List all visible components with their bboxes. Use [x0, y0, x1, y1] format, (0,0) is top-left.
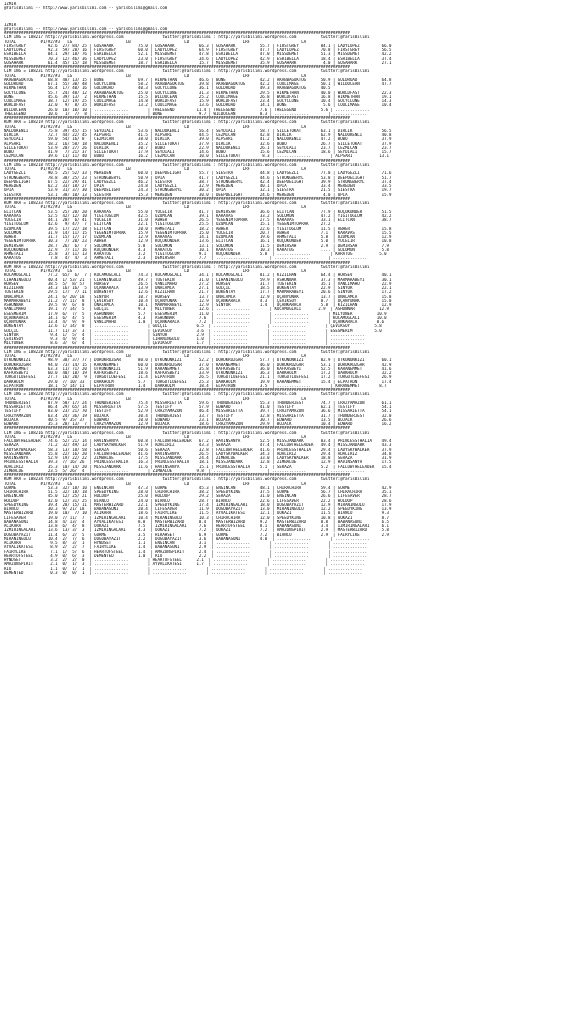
table-row: GOCYCLONE 55.7 24/ 40/ 12 | AKABBAGÖKTUG 25.0 | GOCYCLONE 31.3 | HIKMETHAN 29.5 | HIKMETHAN 40.0 | WORLDFAST 22.3: [4, 90, 392, 95]
separator-line: ##############################################################################################################################################: [4, 116, 350, 120]
table-row: SERAZA 71.2 32/ 49/ 13 | LADYSKYWALKER 51.9 | ADALIRIZ 43.3 | SERAZA 47.4 | FALLOWTHELEADER 49.4 | MISSJANDARK 43.3: [4, 443, 392, 448]
column-header: TOTAL #1/#2/#3 LG LB LD LRF LA: [4, 396, 307, 401]
table-row: CHIRACHIRA 51.5 32/ 18/ 18 | SPEEDYKING 28.0 | CHIRACHIRA 38.2 | SPEEDYKING 37.5 | GURME 56.7 | CHIRACHIRA 35.1: [4, 490, 392, 494]
race-header: CIM ING = 188231 http://yarisbilimi.wordpress.com twitter:@YarisBilimi : http://yarisbilimi.wordpress.com twitter:@YarisBilimi: [4, 69, 370, 74]
table-row: COOLIMAGE 38.7 12/ 19/ 25 | COOLIMAGE 14.8 | WORLDFAST 15.9 | WORLDFAST 23.4 | GOCYCLONE 10.4 | GOCYCLONE 14.3: [4, 99, 392, 103]
table-row: KARATUG 7.8 4/ 4/ 3 | AHMETALI 2.3 | DEMIRSAH 7.7 | .............. | .............. | ..............: [4, 256, 368, 261]
race-block: [4, 346, 574, 389]
table-row: TUGTEKIN 29.5 17/ 7/ 11 | BÜKENTAY 12.6 | KIZILHAN 21.7 | BÜKENTAY 17.7 | MARMARABEYI 20.6 | SINYOR 17.2: [4, 290, 392, 295]
separator-line: ##############################################################################################################################################: [4, 260, 350, 265]
table-row: STRONGBERYL 78.8 38/ 25/ 23 | STRONGBERYL 50.9 | OPIA 41.7 | LADYGEZLI 44.6 | STRONGBERYL 53.8 | DEEPDELIGHT 51.7: [4, 175, 392, 180]
table-row: AMAZONSPIRIT 2.1 0/ 1/ 3 | .............. | AYVALIKATESI 1.7 | .............. | .............. | ..............: [4, 562, 365, 567]
table-row: HEARTOFSTEEL 4.9 0/ 6/ 3 | DEMENTED 1.0 | RIO 2.2 | .............. | .............. | ..............: [4, 553, 368, 558]
column-header: TOTAL #1/#2/#3 LG LB LD LRF LA: [4, 354, 307, 358]
table-row: ASHÜNNAR 19.5 9/ 6/ 8 | ÜNALAMCA 10.1 | MARMARABEYI 12.9 | SINYOR 1.4 | UÇANKARACA 5.8 | KIZILHAN 12.9: [4, 303, 392, 307]
race-blocks: [4, 31, 574, 575]
table-row: HÜRSEV 38.5 5/ 8/ 57 | HÜRSEV 26.5 | VANLIMAHO 27.2 | HÜRSEV 31.7 | TUGTEKIN 35.1 | VANLIMAHO 22.9: [4, 281, 392, 286]
table-row: IZMIRINGALARI 13.6 13/ 3/ 3 | IZMIRINGALARI 4.3 | OOKAZI 7.2 | OOKAZI 7.2 | AMAZONSPIRIT 2.9 | MASTERWIZARD 5.8: [4, 528, 389, 533]
table-row: DEMIRSAH 28.7 26/ 6/ 7 | SOLOMON 5.8 | SOLOMON 13.1 | SOLOMON 11.5 | DEMIRSAH 2.9 | DEMIRSAH 7.9: [4, 243, 389, 248]
table-row: ÇEVIKSOY 9.3 4/ 9/ 4 | .............. | CIHANINGÜLÜ 1.0 | .............. | .............. | ..............: [4, 337, 365, 341]
table-row: BONE 45.6 39/ 13/ 2 | HIKMETHAN 15.5 | WILDOCEAN 25.2 | COOLIMAGE 26.8 | WORLDFAST 16.8 | HIKMETHAN 19.1: [4, 94, 392, 99]
spacer: [4, 11, 574, 23]
column-header: TOTAL #1/#2/#3 LG LB LD LRF LA: [4, 269, 307, 273]
table-row: UÇANYUNAK 13.4 4/ 9/ 9 | VANLIMAHO 1.0 | UÇANKARACA 7.2 | .............. | .............. | UÇANKARACA 8.6: [4, 320, 385, 324]
table-row: FIRSTGREY 92.6 27/ 84/ 25 | GOSAHARK 75.0 | GOSAHARK 66.3 | GOSAHARK 55.7 | FIRSTGREY 84.1 | LADYLOPEZ 66.0: [4, 43, 392, 48]
table-row: MISSDEMET 70.3 12/ 46/ 36 | LADYLOPEZ 23.0 | FIRSTGREY 34.6 | LADYLOPEZ 42.9 | ESRIBELLA 18.4 | ESRIBELLA 37.4: [4, 56, 392, 61]
column-header: TOTAL #1/#2/#3 LG LB LD LRF LA: [4, 73, 307, 78]
table-row: MEREDEN 62.2 33/ 18/ 27 | OPIA 24.8 | LADYGEZLI 32.9 | MEREDEN 40.1 | OPIA 33.4 | MEREDEN 33.5: [4, 184, 392, 188]
table-row: PRINCESSTHALIA 39.3 7/ 16/ 26 | PRINCESSTHALIA 16.3 | PRINCESSTHALIA 18.1 | MISSJANDARK 12.8 | ZIMBALUE 12.9 | HAVINSANYA 17.5: [4, 460, 392, 465]
race-block: [4, 116, 574, 159]
table-row: OPIA 53.9 31/ 37/ 30 | DEEPDELIGHT 24.3 | STRONGBERYL 30.2 | OPIA 32.1 | SIESTRA 21.5 | SIESTRA 19.7: [4, 188, 392, 193]
table-row: BÜKENTAY 12.6 1/ 14/ 8 | .............. | GÜLÇIL 6.5 | .............. | .............. | ÇEVIKSOY 5.8: [4, 324, 382, 329]
table-row: GOLDROAD 67.1 55/ 30/ 48 | GOCYCLONE 58.2 | AKABBAGÖKTUG 39.8 | AKABBAGÖKTUG 42.2 | COOLIMAGE 50.1 | WILDOCEAN 47.7: [4, 82, 392, 86]
race-header: CIM ING = 188216 http://yarisbilimi.wordpress.com twitter:@YarisBilimi : http://yarisbilimi.wordpress.com twitter:@YarisBilimi: [4, 430, 370, 435]
table-row: YEGENIMTOPRAK 30.3 7/ 20/ 23 | ABHER 12.9 | KÜÇÜKÖNDER 13.6 | ELITCAN 16.1 | KÜÇÜKÖNDER 5.0 | YÜCELIR 10.8: [4, 239, 392, 244]
race-block: [4, 426, 574, 473]
race-block: [4, 65, 574, 116]
table-row: SPEEDYKING 39.4 20/ 15/ 11 | MASTERWIZARD 22.1 | SPEEDYKING 17.4 | IZMIRINGALARI 18.0 | DOGUBAYAZIT 12.9 | MIRANINGÜLÜ 17.9: [4, 502, 392, 507]
table-row: GOSAHARK 61.4 45/ 15/ 18 | MISSDEMET 18.7 | ESRIBELLA 15.7 | MISSDEMET 35.9 | GOSAHARK 4.0 | GOSAHARK 27.1: [4, 60, 392, 65]
table-row: KÜÇÜKÖNDER 22.9 7/ 11/ 16 | KÜÇÜKÖNDER 4.3 | KARATUG 10.1 | KARATUG 10.3 | KARATUG .... | SOLOMON 5.8: [4, 247, 389, 252]
column-header: TOTAL #1/#2/#3 LG LB LD LRF LA: [4, 124, 307, 129]
table-row: MASTERWIZARD 19.0 10/ 7/ 10 | ACIKARA 18.6 | FAIRYLIKE 11.5 | AYVALIKATESI 12.1 | OOKAZI 11.5 | BIANCO 9.3: [4, 511, 389, 516]
table-row: BUBO 41.9 7/ 21/ 37 | SILLETOKAT 17.9 | SEYDIALI 14.6 | BUBO 15.6 | CEZMICAN 18.6 | SEYDIALI 15.7: [4, 150, 392, 154]
table-row: GÜLÇIL 11.7 11/ 3/ 3 | .............. | ÇEVIKSOY 3.6 | .............. | .............. | ESESMERIM 5.0: [4, 328, 382, 333]
column-header: TOTAL #1/#2/#3 LG LB LD LRF LA: [4, 205, 307, 210]
table-row: KARAVAS 52.5 42/ 12/ 10 | YIGITOGLUM 42.5 | ÖZÜMCAN 39.1 | KARAVAS 33.2 | SOLOMON 47.2 | YIGITOGLUM 42.2: [4, 213, 392, 218]
table-row: MILYONER 8.6 3/ 6/ 4 | .............. | ÇEVIKSOY 1.7 | .............. | .............. | ..............: [4, 341, 365, 346]
separator-line: ##############################################################################################################################################: [4, 473, 350, 477]
race-block: [4, 197, 574, 261]
table-row: AKABBAGÖKTUG 68.8 48/ 13/ 15 | BONE 69.7 | HIKMETHAN 46.6 | BONE 42.2 | AKABBAGÖKTUG 50.9 | GOLDROAD 64.8: [4, 77, 392, 82]
table-row: ALPSARI 58.2 16/ 58/ 18 | NALDÖKENLI 35.2 | SILLETOKAT 37.9 | DIRLIK 32.6 | BUBO 26.7 | SILLETOKAT 37.9: [4, 141, 392, 146]
column-header: TOTAL #1/#2/#3 LG LB LD LRF LA: [4, 39, 307, 44]
race-block: [4, 388, 574, 426]
table-row: SEYDIALI 59.0 54/ 16/ 8 | CEZMICAN 38.0 | DIRLIK 39.0 | ALPSARI 41.2 | NALDÖKENLI 47.2 | BUBO 37.9: [4, 137, 392, 142]
table-row: HIKMETHAN 56.4 17/ 40/ 16 | GOLDROAD 40.3 | GOCYCLONE 36.1 | GOLDROAD 49.3 | AKABBAGÖKTUG 40.5: [4, 86, 331, 91]
race-header: CIM ING = 188218 http://yarisbilimi.wordpress.com twitter:@YarisBilimi : http://yarisbilimi.wordpress.com twitter:@YarisBilimi: [4, 162, 370, 167]
credit-line: @YarisBilimi -- http://www.yarisbilimi.com -- yarisbilimi@gmail.com: [4, 26, 168, 31]
table-row: TESTIFY 83.0 23/ 21/ 70 | TESTIFY 52.9 | CRAZYAMAZON 46.4 | MISSARIETTA 39.7 | CRAZYAMAZON 36.6 | MISSARIETTA 54.1: [4, 409, 392, 414]
table-row: DIRLIK 72.7 44/ 22/ 45 | ALPSARI 41.5 | ALPSARI 44.5 | CEZMICAN 42.8 | DIRLIK 62.9 | NALDÖKENLI 40.8: [4, 133, 392, 137]
table-row: THUNDERJEST 87.9 58/ 17/ 24 | THUNDERJEST 75.4 | MISSARIETTA 59.6 | THUNDERJEST 55.3 | THUNDERJEST 74.7 | CRAZYAMAZON 61.1: [4, 400, 392, 405]
table-row: AHMETALI 15.8 3/ 11/ 13 | KARATUG 3.2 | YIGITOGLUM 9.1 | KÜÇÜKÖNDER 5.8 | .............. | KARATUG 5.0: [4, 252, 387, 256]
table-row: YÜCELIR 44.1 20/ 6/ 41 | YÜCELIR 31.0 | ABHER 26.5 | YEGENIMTOPRAK 27.5 | KARAVAS 33.1 | ELITCAN 38.7: [4, 218, 392, 222]
column-header: TOTAL #1/#2/#3 LG LB LD LRF LA: [4, 434, 307, 439]
race-block: [4, 473, 574, 575]
table-row: ADALIRIZ 35.3 10/ 14/ 20 | MISSJANDARK 11.6 | HAVINSANYA 15.1 | PRINCESSTHALIA 5.1 | SERAZA 5.2 | FALLOWTHELEADER 15.4: [4, 464, 392, 469]
table-row: LIFESAVER 19.0 7/ 11/ 7 | IZMIRINGALARI 10.4 | MIRANINGÜLÜ 10.3 | CHIRACHIRA 12.0 | SPEEDYKING 10.8 | OOKAZI 8.7: [4, 515, 389, 520]
table-row: MISSJANDARK 55.8 22/ 16/ 20 | FALLOWTHELEADER 41.6 | HAVINSANYA 26.5 | LADYSKYWALKER 34.3 | ADALIRIZ 29.4 | ADALIRIZ 34.8: [4, 451, 392, 456]
table-row: THELEGEND 10.6 1/ 7/ 8 | .............. | BONE 9.7 | WILDOCEAN 8.3 | .............. | ..............: [4, 111, 368, 116]
table-row: SIESTRA 53.1 38/ 10/ 13 | SIESTRA 15.3 | MEREDEN 30.0 | DEEPDELIGHT 24.6 | MEREDEN 4.0 | OPIA 15.9: [4, 192, 392, 197]
table-row: ÜNALAMCA 24.1 6/ 20/ 18 | SINYOR 10.7 | HÜRSEV 13.7 | ÜNALAMCA 12.9 | UÇANYUNAK 13.7 | ÜNALAMCA 15.8: [4, 294, 392, 299]
table-row: LADYGEZLI 90.5 25/ 52/ 33 | MEREDEN 60.0 | DEEPDELIGHT 55.7 | SIESTRA 44.8 | LADYGEZLI 77.0 | LADYGEZLI 71.6: [4, 171, 392, 176]
column-header: TOTAL #1/#2/#3 LG LB LD LRF LA: [4, 481, 307, 486]
table-row: SILLETOKAT 53.9 20/ 27/ 26 | DIRLIK 30.7 | BUBO 22.9 | NALDÖKENLI 26.1 | SEYDIALI 23.7 | CEZMICAN 23.7: [4, 145, 392, 150]
table-row: ELPATRON 18.1 5/ 14/ 11 | ELPATRON 1.4 | DARKHOLM 18.4 | ELPATRON 3.5 | .............. | KARANEMMET 8.7: [4, 383, 387, 388]
race-block: [4, 159, 574, 197]
table-row: RIO 1.1 0/ 1/ 1 | .............. | .............. | .............. | .............. | ..............: [4, 566, 363, 571]
race-block: [4, 261, 574, 346]
top-credit-line: @YarisBilimi -- http://www.yarisbilimi.com -- yarisbilimi@gmail.com: [4, 6, 168, 11]
separator-line: ##############################################################################################################################################: [4, 196, 350, 201]
report-title: IZMIR: [4, 22, 17, 27]
table-row: DORUKRÜZGAR 94.0 73/ 14/ 15 | KARANEMMET 60.0 | DORUKRÜZGAR 37.0 | KARANEMMET 46.0 | DORUKRÜZGAR 53.1 | DORUKRÜZGAR 42.9: [4, 362, 392, 367]
table-row: HAVINSANYA 52.9 19/ 22/ 22 | ZIMBALUE 17.5 | MISSJANDARK 24.4 | ZIMBALUE 33.0 | LADYSKYWALKER 18.8 | SERAZA 31.9: [4, 456, 392, 460]
table-row: MISSARIETTA 86.4 29/ 65/ 14 | MISSARIETTA 57.5 | TESTIFY 57.9 | EDWARD 41.0 | TESTIFY 62.1 | TESTIFY 54.1: [4, 405, 392, 409]
table-row: VANLIMAHO 19.1 7/ 14/ 5 | GÜLÇIL 9.3 | MILYONER 12.6 | .............. | KOCAMUGLALI 2.9 | ASHÜNNAR 12.9: [4, 307, 389, 312]
table-row: MIRANINGÜLÜ 10.4 2/ 7/ 6 | DOGUBAYAZIT 2.2 | DOGUBAYAZIT 3.6 | BABANASUNI 4.0 | .............. | ..............: [4, 536, 370, 541]
column-header: TOTAL #1/#2/#3 LG LB LD LRF LA: [4, 167, 307, 171]
table-row: WILDOCEAN 26.0 10/ 10/ 10 | .............. | THELEGEND 11.4 | THELEGEND 7.6 | THELEGEND 5.6 | ..............: [4, 107, 370, 112]
table-row: AYVALIKATESI 8.9 2/ 2/ 7 | FAIRYLIKE 1.4 | BABANASUNI 2.9 | .............. | .............. | ..............: [4, 545, 368, 550]
table-row: CRAZYAMAZON 63.4 24/ 36/ 19 | BOJACK 30.4 | THUNDERJEST 33.7 | TESTIFY 32.8 | MISSARIETTA 31.7 | THUNDERJEST 32.0: [4, 413, 392, 418]
race-header: KUM ARA = 188233 http://yarisbilimi.wordpress.com twitter:@YarisBilimi : http://yarisbilimi.wordpress.com twitter:@YarisBilimi: [4, 201, 370, 205]
separator-line: ##############################################################################################################################################: [4, 65, 350, 69]
separator-line: ##############################################################################################################################################: [4, 426, 350, 431]
table-row: DOGUBAYAZIT 11.4 6/ 2/ 5 | GURME 3.5 | HIRAHSET 6.9 | GURME 7.2 | BIANCO 2.9 | FAIRYLIKE 2.9: [4, 532, 389, 537]
table-row: ÖZÜMCAN 39.5 17/ 22/ 18 | ELITCAN 20.0 | AHMETALI 18.2 | ABHER 22.6 | YIGITOGLUM 11.5 | ABHER 15.8: [4, 226, 392, 231]
race-header: KUM ARA = 188219 http://yarisbilimi.wordpress.com twitter:@YarisBilimi : http://yarisbilimi.wordpress.com twitter:@YarisBilimi: [4, 120, 370, 125]
table-row: HOLDUP 42.0 12/ 31/ 25 | BIANCO 24.0 | BIANCO 28.7 | BIANCO 22.6 | LIFESAVER 22.2 | HOLDUP 28.6: [4, 498, 392, 503]
table-row: LADYSKYWALKER 58.3 13/ 18/ 58 | SERAZA 50.6 | SERAZA 32.8 | FALLOWTHELEADER 41.6 | PRINCESSTHALIA 29.4 | LADYSKYWALKER 37.9: [4, 447, 392, 452]
race-header: KUM ARA = 188234 http://yarisbilimi.wordpress.com twitter:@YarisBilimi : http://yarisbilimi.wordpress.com twitter:@YarisBilimi: [4, 477, 370, 482]
table-row: TURGUTLUEFESI 27.7 16/ 20/ 9 | TURGUTLUEFESI 11.4 | ELPATRON 26.5 | TURGUTLUEFESI 21.1 | TURGUTLUEFESI 17.2 | TURGUTLUEFESI 26.9: [4, 375, 392, 380]
table-row: BABANASUNI 14.8 4/ 13/ 4 | AYVALIKATESI 8.8 | MASTERWIZARD 8.4 | MASTERWIZARD 9.2 | MASTERWIZARD 8.8 | BABANASUNI 6.5: [4, 519, 389, 524]
separator-line: ##############################################################################################################################################: [4, 388, 350, 392]
race-block: [4, 31, 574, 65]
table-row: UÇANKARACA 14.1 6/ 4/ 5 | ESESMERIM 4.3 | ASHÜNNAR 7.6 | .............. | .............. | KOCAMUGLALI 10.0: [4, 315, 387, 320]
table-row: LADYLOPEZ 92.3 59/ 28/ 16 | FIRSTGREY 60.0 | LADYLOPEZ 64.9 | FIRSTGREY 47.7 | LADYLOPEZ 70.8 | FIRSTGREY 56.5: [4, 48, 392, 52]
separator-line: ##############################################################################################################################################: [4, 31, 350, 35]
table-row: DEEPDELIGHT 67.5 22/ 29/ 41 | LADYGEZLI 46.2 | SIESTRA 38.7 | STRONGBERYL 42.4 | DEEPDELIGHT 39.9 | STRONGBERYL 37.4: [4, 179, 392, 184]
table-row: CEZMICAN 39.6 11/ 11/ 40 | BUBO 16.2 | CEZMICAN 10.0 | SILLETOKAT 8.3 | .............. | ALPSARI 13.1: [4, 154, 389, 159]
table-row: ELITCAN 53.5 25/ 20/ 20 | KARAVAS 55.0 | YÜCELIR 41.7 | DEMIRSAH 36.6 | ELITCAN 77.9 | KÜÇÜKÖNDER 51.5: [4, 209, 392, 214]
table-row: ESRIBELLA 84.1 29/ 18/ 76 | ESRIBELLA 52.1 | MISSDEMET 47.8 | ESRIBELLA 47.0 | MISSDEMET 51.3 | MISSDEMET 42.2: [4, 52, 392, 57]
race-header: CIM ING = 188228 http://yarisbilimi.wordpress.com twitter:@YarisBilimi : http://yarisbilimi.wordpress.com twitter:@YarisBilimi: [4, 349, 370, 354]
race-header: KUM ARA = 188232 http://yarisbilimi.wordpress.com twitter:@YarisBilimi : http://yarisbilimi.wordpress.com twitter:@YarisBilimi: [4, 264, 370, 269]
table-row: BIANCO 30.3 9/ 21/ 18 | BABANASUNI 20.4 | LIFESAVER 11.9 | DOGUBAYAZIT 13.0 | MIRANINGÜLÜ 12.2 | SPEEDYKING 13.9: [4, 507, 392, 511]
table-row: SINYOR 9.4 1/ 5/ 4 | .............. | SINYOR 2.9 | .............. | .............. | ..............: [4, 332, 365, 337]
table-row: ZIMBALUE 23.5 5/ 26/ 4 | .............. | ZIMBALUE 9.8 | .............. | .............. | ..............: [4, 468, 365, 473]
table-row: DEMENTED 0.3 0/ 0/ 1 | .............. | .............. | .............. | .............. | ..............: [4, 570, 363, 575]
table-row: FALLOWTHELEADER 74.6 52/ 21/ 14 | HAVINSANYA 60.8 | FALLOWTHELEADER 67.2 | HAVINSANYA 52.5 | MISSJANDARK 83.4 | PRINCESSTHALIA 49.4: [4, 439, 392, 443]
table-row: ACIKARA 9.5 8/ 3/ 1 | HYNDSET 1.1 | ENGINCAN 3.1 | .............. | .............. | ..............: [4, 541, 368, 545]
table-row: ABHER 31.7 15/ 17/ 17 | ÖZÜMCAN 12.9 | KARAVAS 14.1 | ÖZÜMCAN 19.6 | AHMETALI 5.8 | ÖZÜMCAN 12.9: [4, 235, 392, 239]
table-row: HYNDSET 3.2 2/ 2/ 0 | .............. | HEARTOFSTEEL 2.1 | .............. | .............. | ..............: [4, 558, 365, 562]
table-row: ESESMERIM 17.9 6/ 7/ 5 | ASHÜNNAR 5.7 | ESESMERIM 11.0 | .............. | .............. | MILYONER 10.9: [4, 311, 387, 316]
table-row: FAIRYLIKE 7.1 1/ 5/ 6 | HEARTOFSTEEL 1.4 | AMAZONSPIRIT 2.4 | .............. | .............. | ..............: [4, 549, 368, 554]
table-row: GURME 53.3 32/ 18/ 10 | ENGINCAN 47.3 | GURME 45.3 | ENGINCAN 48.1 | CHIRACHIRA 59.4 | GURME 42.9: [4, 485, 392, 490]
top-title: IZMIR: [4, 2, 17, 6]
race-header: CIM ING = 188220 http://yarisbilimi.wordpress.com twitter:@YarisBilimi : http://yarisbilimi.wordpress.com twitter:@YarisBilimi: [4, 392, 370, 397]
race-header: CIM ING = 188217 http://yarisbilimi.wordpress.com twitter:@YarisBilimi : http://yarisbilimi.wordpress.com twitter:@YarisBilimi: [4, 35, 370, 40]
table-row: CIHANINGÜLÜ 40.4 1/ 53/ 21 | CIHANINGÜLÜ 49.7 | TUGTEKIN 31.0 | CIHANINGÜLÜ 59.9 | ASHÜNNAR 37.3 | MARMARABEYI 30.1: [4, 277, 392, 282]
table-row: BOJACK 40.5 9/ 35/ 37 | EDWARD 20.0 | EDWARD 23.1 | BOJACK 30.7 | EDWARD 13.5 | BOJACK 26.6: [4, 417, 392, 422]
table-row: YIGITOGLUM 42.6 9/ 47/ 7 | ELITCAN 22.1 | YIGITOGLUM 25.5 | ÖZÜMCAN 15.1 | YEGENIMTOPRAK 27.2: [4, 222, 331, 227]
separator-line: ##############################################################################################################################################: [4, 158, 350, 163]
table-row: NALDÖKENLI 75.8 39/ 45/ 15 | SEYDIALI 53.6 | NALDÖKENLI 56.4 | SEYDIALI 58.7 | SILLETOKAT 63.1 | DIRLIK 56.5: [4, 128, 392, 133]
table-row: KOCAMUGLALI 77.2 65/ 6/ 7 | KOCAMUGLALI 74.3 | KOCAMUGLALI 34.1 | KOCAMUGLALI 81.2 | KIZILHAN 64.4 | HÜRSEV 40.1: [4, 273, 392, 278]
table-row: MARMARABEYI 21.2 7/ 11/ 8 | ÇEVIKSOY 10.4 | UÇANYUNAK 12.9 | UÇANKARACA 4.3 | ÇEVIKSOY 8.7 | UÇANYUNAK 15.0: [4, 298, 392, 303]
table-row: UTKUNUNKIZI 98.9 38/ 37/ 77 | DORUKRÜZGAR 80.0 | UTKUNUNKIZI 52.2 | DORUKRÜZGAR 57.7 | UTKUNUNKIZI 82.9 | UTKUNUNKIZI 60.1: [4, 358, 392, 363]
table-row: ACIKARA 13.8 6/ 4/ 8 | OOKAZI 7.5 | IZMIRINGALARI 7.6 | HEARTOFSTEEL 8.1 | BABANASUNI 3.4 | IZMIRINGALARI 6.1: [4, 524, 389, 528]
table-row: SOLOMON 31.9 14/ 11/ 15 | YEGENIMTOPRAK 15.9 | YEGENIMTOPRAK 15.0 | YÜCELIR 20.7 | ABHER 7.1 | KARAVAS 15.5: [4, 230, 392, 235]
table-row: DARKHOLM 29.0 7/ 10/ 33 | DARKHOLM 5.7 | TURGUTLUEFESI 25.3 | DARKHOLM 19.9 | KARANEMMET 15.4 | ELPATRON 17.4: [4, 379, 392, 384]
table-row: KAFKASBEYI 60.0 40/ 18/ 19 | KAFKASBEYI 18.6 | KAFKASBEYI 33.9 | UTKUNUNKIZI 36.3 | DARKHOLM 17.2 | DARKHOLM 32.2: [4, 371, 392, 375]
table-row: KIZILHAN 34.3 16/ 16/ 5 | UÇANKARACA 13.9 | ÜNALAMCA 27.1 | GÜLÇIL 18.5 | BÜKENTAY 22.9 | SINYOR 22.1: [4, 286, 392, 290]
table-row: KARANEMMET 63.3 11/ 71/ 20 | UTKUNUNKIZI 51.9 | KARANEMMET 35.8 | KAFKASBEYI 36.0 | KAFKASBEYI 52.5 | KARANEMMET 41.6: [4, 366, 392, 371]
table-row: WORLDFAST 32.0 9/ 8/ 35 | WORLDFAST 13.2 | COOLIMAGE 13.6 | GOLDROAD 14.1 | BONE 5.6 | COOLIMAGE 10.4: [4, 103, 392, 108]
separator-line: ##############################################################################################################################################: [4, 345, 350, 350]
table-row: ENGINCAN 45.0 12/ 25/ 21 | HOLDUP 25.0 | HOLDUP 29.2 | SERAZA 31.0 | ENGINCAN 26.6 | LIFESAVER 28.7: [4, 494, 392, 499]
table-row: EDWARD 35.3 28/ 13/ 7 | CRAZYAMAZON 12.9 | BOJACK 18.6 | CRAZYAMAZON 29.9 | BOJACK 10.4 | EDWARD 16.2: [4, 422, 392, 426]
